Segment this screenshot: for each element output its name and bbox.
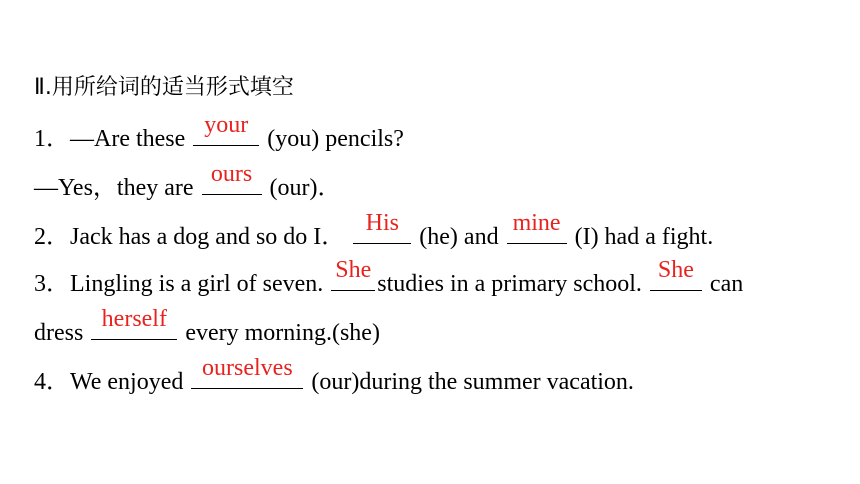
q1-text-b: (you) pencils? <box>261 126 404 152</box>
question-1-number: 1． <box>34 126 70 152</box>
q2-text-b: (he) and <box>413 224 505 250</box>
question-3-line-2 <box>34 306 380 348</box>
q2-blank-1[interactable] <box>353 210 411 244</box>
q3-text-e: every morning.(she) <box>179 320 380 346</box>
q1-blank-2[interactable] <box>202 161 262 195</box>
q3-answer-3: herself <box>101 306 167 332</box>
q2-blank-2[interactable] <box>507 210 567 244</box>
q4-text-a: We enjoyed <box>70 369 190 395</box>
q3-blank-1[interactable] <box>331 257 375 291</box>
q1-answer-1: your <box>204 112 249 138</box>
question-2-number: 2． <box>34 224 70 250</box>
q3-answer-2: She <box>657 257 694 283</box>
q2-text-a: Jack has a dog and so do I． <box>70 224 346 250</box>
question-3-line-1 <box>34 257 744 299</box>
q1-answer-2: ours <box>210 161 253 187</box>
q1-text-a: —Are these <box>70 126 192 152</box>
q3-text-a: Lingling is a girl of seven. <box>70 271 330 297</box>
question-4-number: 4． <box>34 369 70 395</box>
q2-answer-2: mine <box>512 210 561 236</box>
q4-blank-1[interactable] <box>191 355 303 389</box>
question-1-line-1 <box>34 112 404 154</box>
q4-answer-1: ourselves <box>202 355 293 381</box>
q1-text-c: —Yes，they are <box>34 175 200 201</box>
q3-answer-1: She <box>335 257 372 283</box>
q3-text-c: can <box>703 271 744 297</box>
q3-blank-3[interactable] <box>91 306 177 340</box>
q1-blank-1[interactable] <box>193 112 259 146</box>
q3-text-b: studies in a primary school. <box>377 271 648 297</box>
q2-text-c: (I) had a fight. <box>568 224 714 250</box>
q3-text-d: dress <box>34 320 90 346</box>
question-4 <box>34 355 634 397</box>
q2-answer-1: His <box>365 210 399 236</box>
question-3-number: 3． <box>34 271 70 297</box>
question-2 <box>34 210 714 252</box>
section-title: Ⅱ.用所给词的适当形式填空 <box>34 75 294 100</box>
q1-text-d: (our)． <box>263 175 342 201</box>
q4-text-b: (our)during the summer vacation. <box>305 369 634 395</box>
question-1-line-2 <box>34 161 342 203</box>
q3-blank-2[interactable] <box>650 257 702 291</box>
